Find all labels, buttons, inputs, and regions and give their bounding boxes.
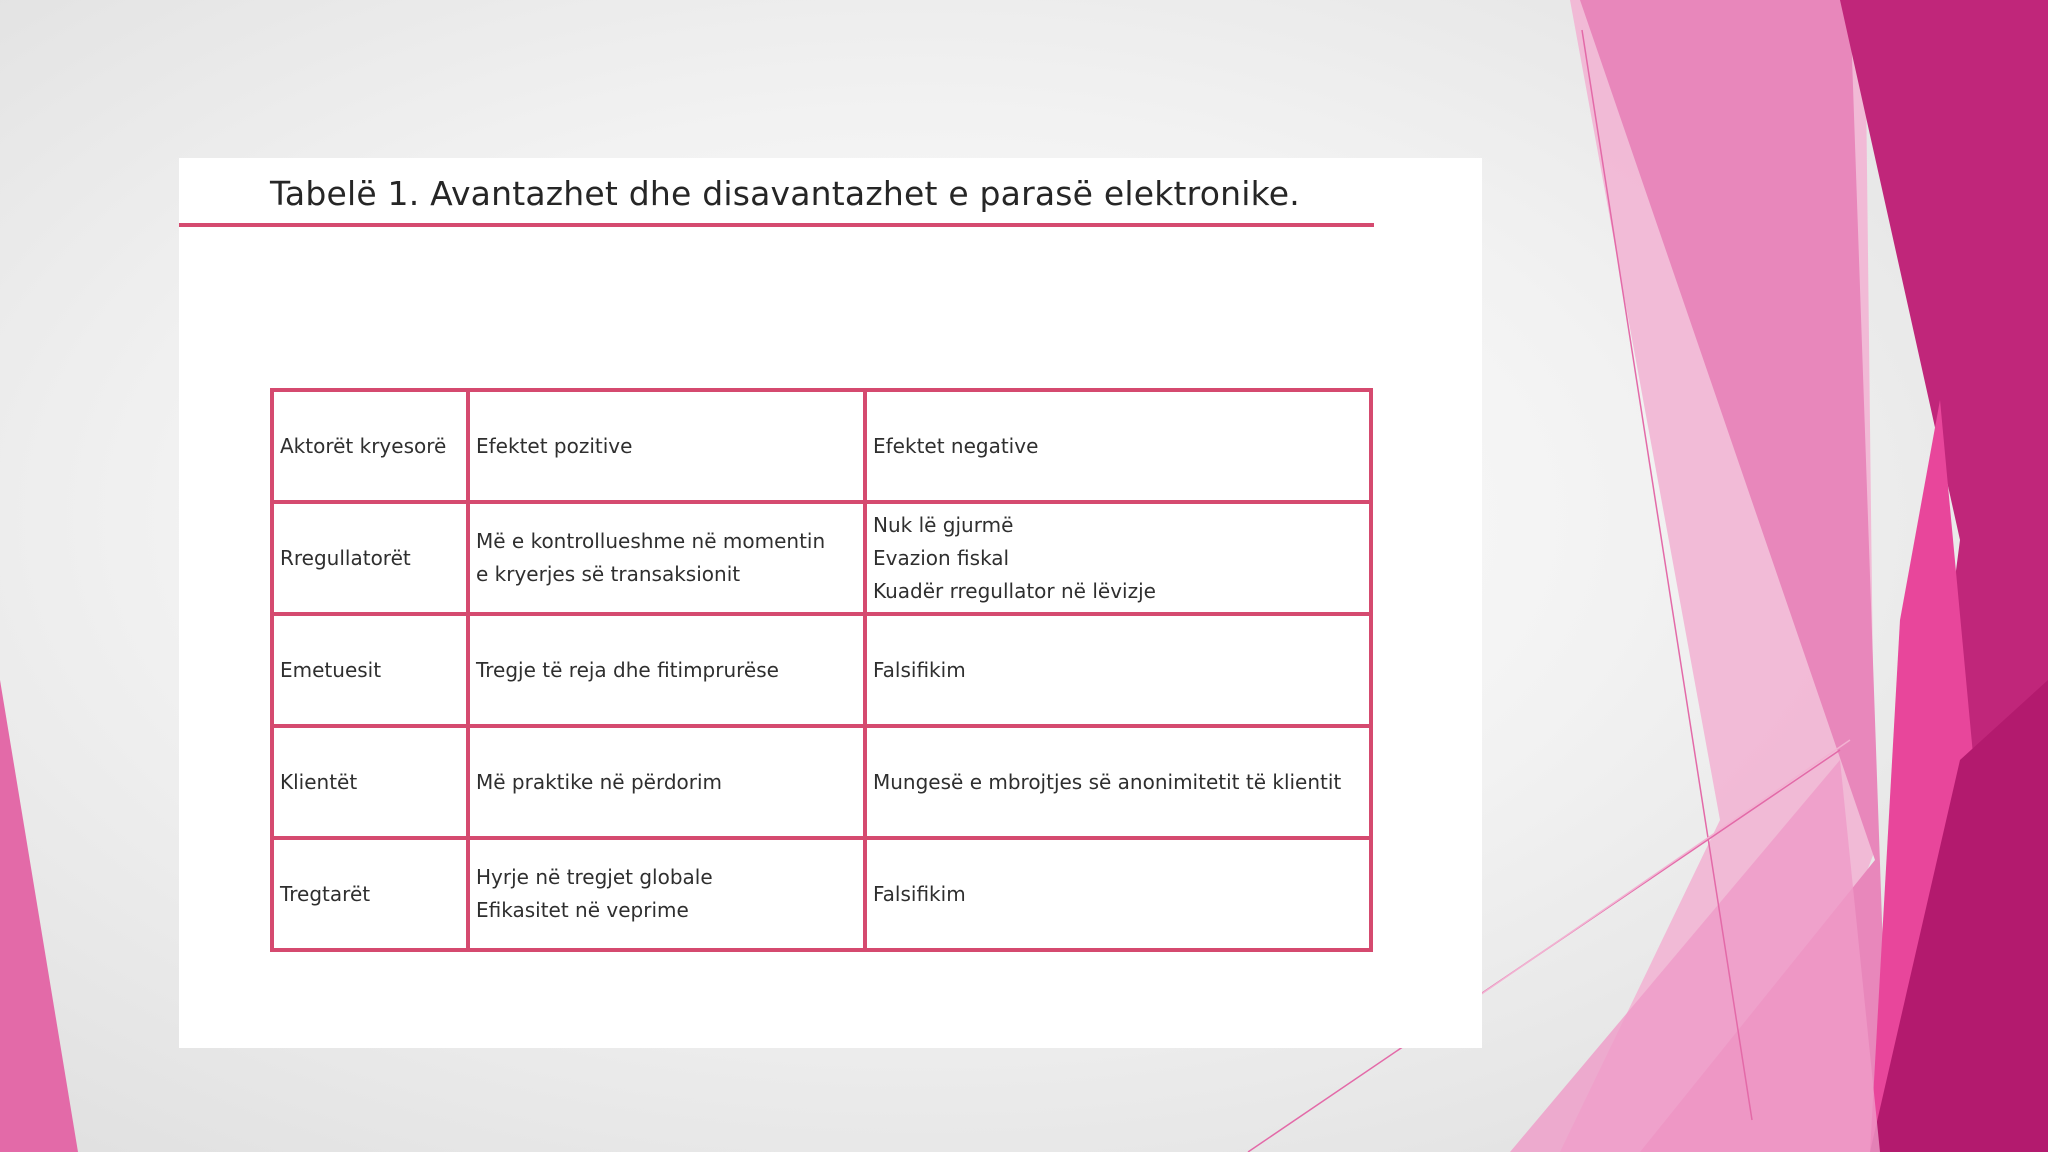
actor-cell: Rregullatorët [272, 502, 468, 614]
positive-effect-line: Më praktike në përdorim [476, 769, 723, 794]
table-header-row [272, 390, 1371, 502]
positive-effect-line: Hyrje në tregjet globale [476, 865, 713, 889]
positive-effects-cell [468, 614, 865, 726]
table-row [272, 726, 1371, 838]
positive-effect-line: Efikasitet në veprime [476, 898, 689, 922]
table-row [272, 614, 1371, 726]
negative-effect-line: Falsifikim [873, 881, 966, 906]
negative-effect-line: Nuk lë gjurmë [873, 512, 1014, 537]
negative-effects-cell [865, 502, 1371, 614]
negative-effects-cell [865, 614, 1371, 726]
right-pale-pink-shape [1510, 760, 1880, 1152]
header-cell-negative: Efektet negative [865, 390, 1371, 502]
table-caption: Tabelë 1. Avantazhet dhe disavantazhet e parasë elektronike. [270, 174, 1300, 213]
left-pink-shape [0, 680, 78, 1152]
positive-effects-cell [468, 838, 865, 950]
positive-effect-line: Më e kontrollueshme në momentin [476, 529, 826, 553]
positive-effects-cell [468, 726, 865, 838]
header-cell-positive: Efektet pozitive [468, 390, 865, 502]
negative-effect-line: Evazion fiskal [873, 545, 1010, 570]
negative-effects-cell [865, 838, 1371, 950]
positive-effect-line: e kryerjes së transaksionit [476, 562, 741, 586]
actor-cell: Emetuesit [272, 614, 468, 726]
negative-effect-line: Falsifikim [873, 657, 966, 682]
actor-cell: Tregtarët [272, 838, 468, 950]
table-image-card [179, 158, 1482, 1048]
positive-effect-line: Tregje të reja dhe fitimprurëse [476, 657, 779, 682]
positive-effects-cell [468, 502, 865, 614]
negative-effect-line: Kuadër rregullator në lëvizje [873, 578, 1156, 603]
caption-underline [179, 223, 1374, 227]
advantages-disadvantages-table [270, 388, 1373, 952]
table-row [272, 838, 1371, 950]
negative-effects-cell [865, 726, 1371, 838]
actor-cell: Klientët [272, 726, 468, 838]
table-row [272, 502, 1371, 614]
negative-effect-line: Mungesë e mbrojtjes së anonimitetit të klientit [873, 769, 1342, 794]
header-cell-actors: Aktorët kryesorë [272, 390, 468, 502]
